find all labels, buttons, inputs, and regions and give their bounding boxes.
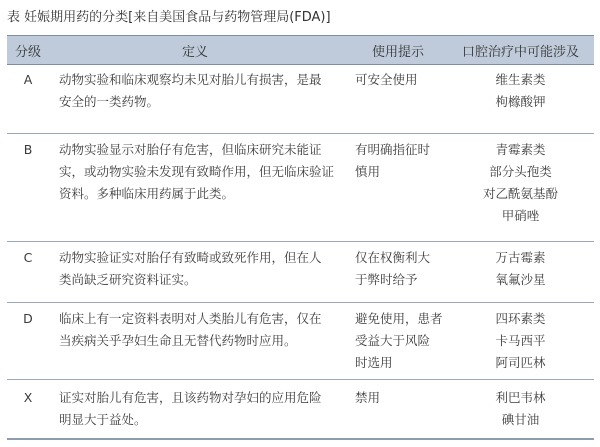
header-dental-drugs: 口腔治疗中可能涉及 — [461, 44, 579, 60]
drugs-cell: 四环素类 卡马西平 阿司匹林 — [495, 311, 546, 370]
grade-cell: B — [23, 142, 33, 157]
grade-cell: C — [23, 250, 33, 265]
definition-cell: 证实对胎儿有危害，且该药物对孕妇的应用危险 明显大于益处。 — [59, 390, 322, 427]
grade-cell: D — [23, 311, 33, 326]
definition-cell: 临床上有一定资料表明对人类胎儿有危害，仅在 当疾病关乎孕妇生命且无替代药物时应用。 — [59, 311, 322, 348]
table-caption: 表 妊娠期用药的分类[来自美国食品与药物管理局(FDA)] — [7, 10, 331, 25]
header-definition: 定义 — [181, 44, 208, 60]
table-header — [7, 35, 594, 65]
drugs-cell: 青霉素类 部分头孢类 对乙酰氨基酚 甲硝唑 — [482, 142, 558, 223]
hint-cell: 可安全使用 — [355, 72, 418, 87]
grade-cell: A — [23, 72, 33, 87]
drugs-cell: 万古霉素 氧氟沙星 — [495, 250, 546, 287]
hint-cell: 禁用 — [355, 390, 381, 405]
definition-cell: 动物实验证实对胎仔有致畸或致死作用，但在人 类尚缺乏研究资料证实。 — [59, 250, 322, 287]
fda-pregnancy-table — [7, 35, 594, 440]
definition-cell: 动物实验显示对胎仔有危害，但临床研究未能证 实，或动物实验未发现有致畸作用，但无临床验证 资料。多种临床用药属于此类。 — [59, 142, 335, 201]
table-row — [7, 380, 594, 440]
drugs-cell: 利巴韦林 碘甘油 — [495, 390, 546, 427]
hint-cell: 仅在权衡利大 于弊时给予 — [355, 250, 431, 287]
hint-cell: 避免使用，患者 受益大于风险 时选用 — [355, 311, 443, 370]
drugs-cell: 维生素类 枸橼酸钾 — [495, 72, 546, 109]
table-row — [7, 65, 594, 134]
table-row — [7, 303, 594, 380]
definition-cell: 动物实验和临床观察均未见对胎儿有损害，是最 安全的一类药物。 — [59, 72, 322, 109]
grade-cell: X — [23, 390, 33, 405]
header-usage-hint: 使用提示 — [371, 44, 424, 60]
hint-cell: 有明确指征时 慎用 — [355, 142, 431, 179]
header-grade: 分级 — [14, 44, 41, 60]
table-row — [7, 134, 594, 242]
table-row — [7, 242, 594, 303]
